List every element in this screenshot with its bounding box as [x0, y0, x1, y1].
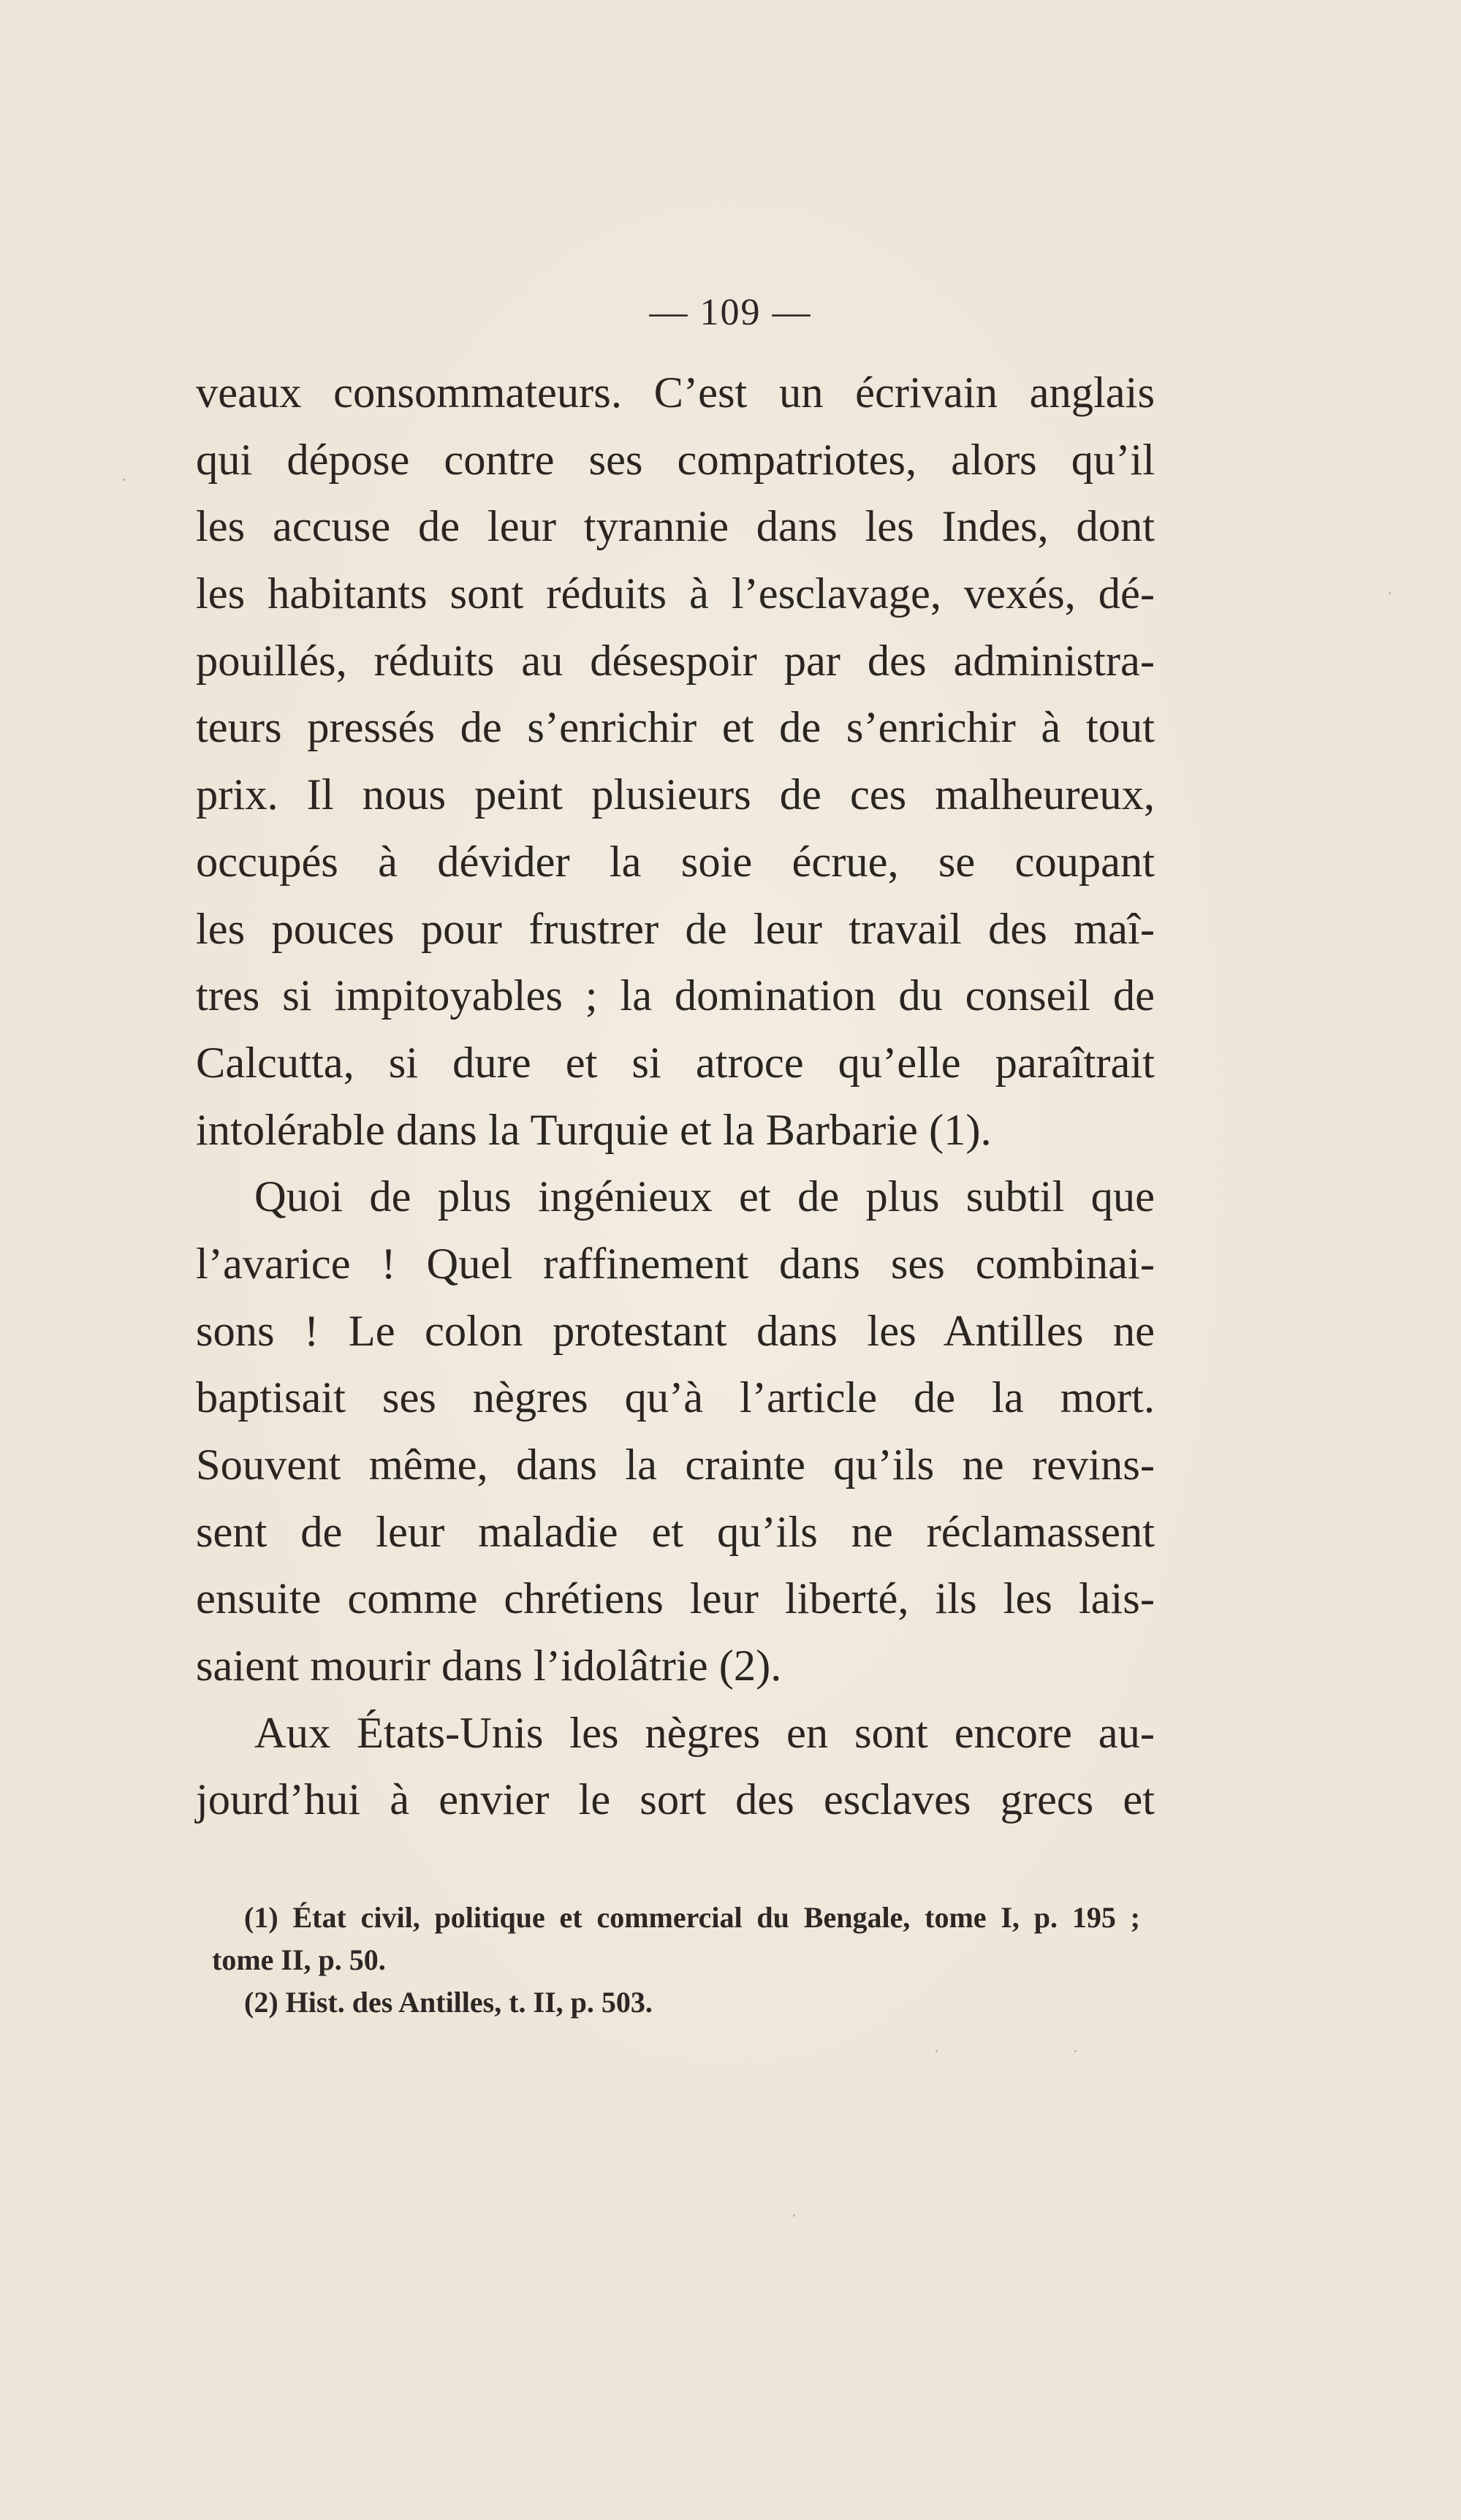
text-line: l’avarice ! Quel raffinement dans ses combinai-: [196, 1239, 1155, 1289]
text-line: les pouces pour frustrer de leur travail des maî-: [196, 904, 1155, 954]
footnote-line: (1) État civil, politique et commercial du Bengale, tome I, p. 195 ;: [244, 1901, 1140, 1934]
paragraph-start-line: Aux États-Unis les nègres en sont encore au-: [254, 1708, 1155, 1758]
page-number: — 109 —: [649, 292, 812, 333]
text-line: prix. Il nous peint plusieurs de ces malheureux,: [196, 770, 1155, 820]
text-line: Calcutta, si dure et si atroce qu’elle paraîtrait: [196, 1038, 1155, 1088]
paper-speck: [123, 479, 125, 481]
text-line: sons ! Le colon protestant dans les Antilles ne: [196, 1306, 1155, 1356]
text-line: les habitants sont réduits à l’esclavage, vexés, dé-: [196, 569, 1155, 619]
footnotes: [212, 1897, 1140, 2024]
body-text: [196, 360, 1155, 1834]
text-line: pouillés, réduits au désespoir par des administra-: [196, 636, 1155, 686]
paper-speck: [793, 2215, 795, 2217]
text-line: jourd’hui à envier le sort des esclaves grecs et: [196, 1775, 1155, 1825]
paragraph-start-line: Quoi de plus ingénieux et de plus subtil que: [254, 1172, 1155, 1222]
text-line: qui dépose contre ses compatriotes, alors qu’il: [196, 435, 1155, 485]
footnote-line: (2) Hist. des Antilles, t. II, p. 503.: [244, 1986, 653, 2019]
text-line: intolérable dans la Turquie et la Barbarie (1).: [196, 1105, 992, 1155]
text-line: teurs pressés de s’enrichir et de s’enrichir à tout: [196, 703, 1155, 753]
text-line: saient mourir dans l’idolâtrie (2).: [196, 1642, 782, 1691]
paper-speck: [936, 2050, 938, 2052]
text-line: Souvent même, dans la crainte qu’ils ne revins-: [196, 1441, 1155, 1489]
text-line: les accuse de leur tyrannie dans les Indes, dont: [196, 502, 1155, 552]
text-line: ensuite comme chrétiens leur liberté, ils les lais-: [196, 1574, 1155, 1624]
text-line: occupés à dévider la soie écrue, se coupant: [196, 837, 1155, 887]
paper-speck: [1389, 592, 1391, 594]
footnote-line: tome II, p. 50.: [212, 1943, 386, 1976]
paper-speck: [1074, 2050, 1077, 2052]
text-line: veaux consommateurs. C’est un écrivain anglais: [196, 368, 1155, 417]
text-line: tres si impitoyables ; la domination du conseil de: [196, 971, 1155, 1021]
text-line: baptisait ses nègres qu’à l’article de la mort.: [196, 1373, 1155, 1423]
text-line: sent de leur maladie et qu’ils ne réclamassent: [196, 1507, 1155, 1557]
